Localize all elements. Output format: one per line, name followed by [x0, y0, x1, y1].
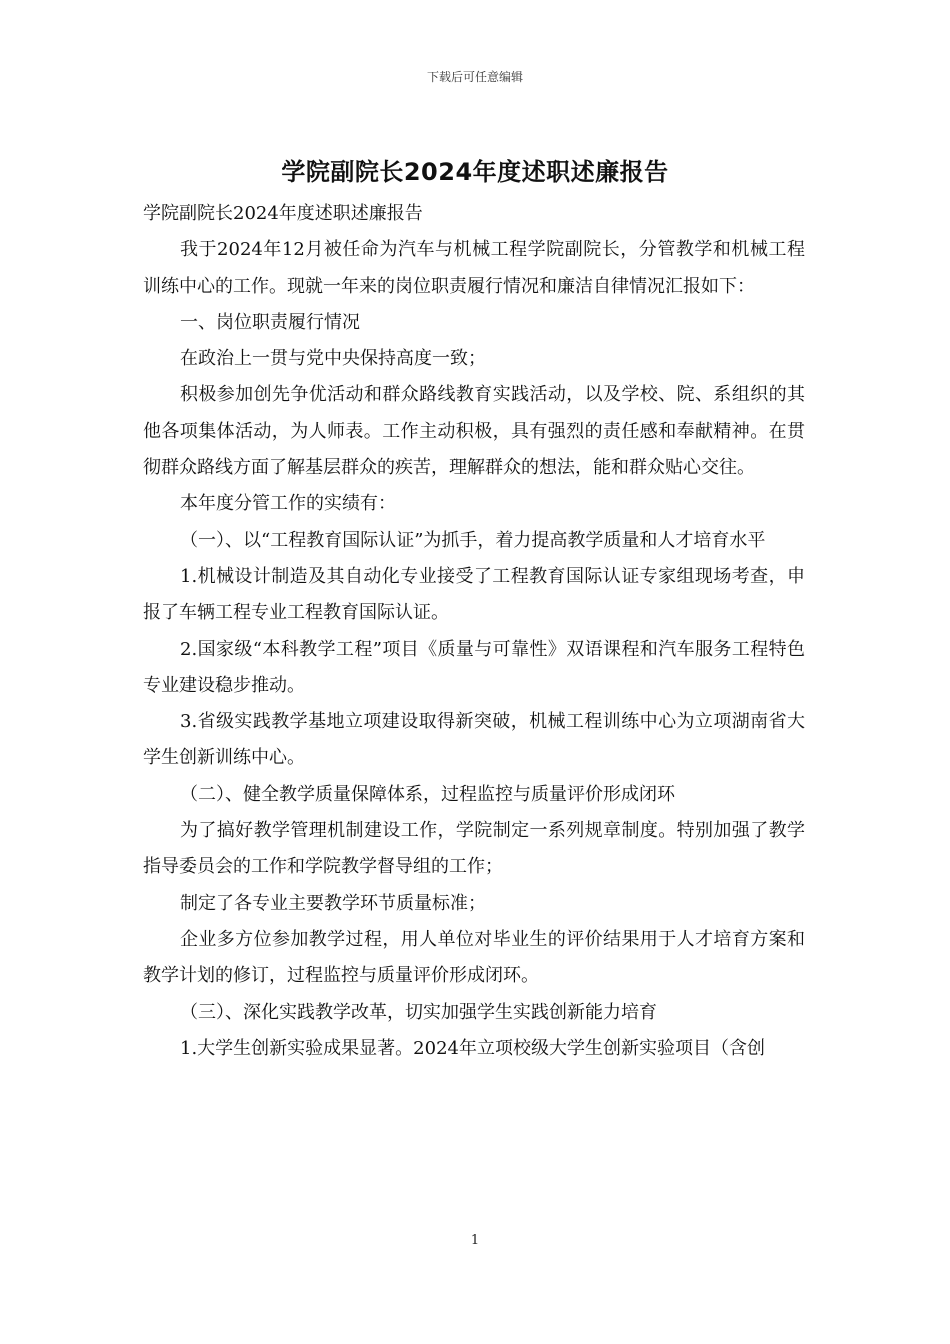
list-item-3-1: 1.大学生创新实验成果显著。2024年立项校级大学生创新实验项目（含创 — [180, 1037, 765, 1059]
subsection-heading-3: （三）、深化实践教学改革，切实加强学生实践创新能力培育 — [180, 1001, 657, 1023]
list-item-1-2: 2.国家级“本科教学工程”项目《质量与可靠性》双语课程和汽车服务工程特色专业建设稳步推动。 — [143, 638, 805, 696]
paragraph-achievements-intro: 本年度分管工作的实绩有： — [180, 493, 396, 515]
page-number: 1 — [470, 1233, 480, 1248]
subsection-heading-2: （二）、健全教学质量保障体系，过程监控与质量评价形成闭环 — [180, 783, 675, 805]
list-item-1-1: 1.机械设计制造及其自动化专业接受了工程教育国际认证专家组现场考查，申报了车辆工程专业工程教育国际认证。 — [143, 565, 805, 624]
subsection-heading-1: （一）、以“工程教育国际认证”为抓手，着力提高教学质量和人才培育水平 — [180, 529, 766, 551]
header-note: 下载后可任意编辑 — [426, 70, 523, 84]
intro-paragraph: 我于2024年12月被任命为汽车与机械工程学院副院长，分管教学和机械工程训练中心的工作。现就一年来的岗位职责履行情况和廉洁自律情况汇报如下： — [143, 239, 805, 297]
paragraph-management: 为了搞好教学管理机制建设工作，学院制定一系列规章制度。特别加强了教学指导委员会的工作和学院教学督导组的工作； — [143, 820, 805, 878]
paragraph-activities: 积极参加创先争优活动和群众路线教育实践活动，以及学校、院、系组织的其他各项集体活动，为人师表。工作主动积极，具有强烈的责任感和奉献精神。在贯彻群众路线方面了解基层群众的疾苦，理解群众的想法，能和群众贴心交往。 — [143, 384, 805, 479]
document-title: 学院副院长2024年度述职述廉报告 — [281, 158, 669, 186]
section-heading-1: 一、岗位职责履行情况 — [180, 311, 360, 333]
paragraph-standards: 制定了各专业主要教学环节质量标准； — [180, 892, 486, 914]
list-item-1-3: 3.省级实践教学基地立项建设取得新突破，机械工程训练中心为立项湖南省大学生创新训练中心。 — [143, 711, 805, 769]
subtitle-paragraph: 学院副院长2024年度述职述廉报告 — [143, 203, 423, 224]
paragraph-politics: 在政治上一贯与党中央保持高度一致； — [180, 348, 486, 370]
paragraph-enterprise: 企业多方位参加教学过程，用人单位对毕业生的评价结果用于人才培育方案和教学计划的修订，过程监控与质量评价形成闭环。 — [143, 928, 805, 987]
document-body — [143, 196, 805, 1067]
